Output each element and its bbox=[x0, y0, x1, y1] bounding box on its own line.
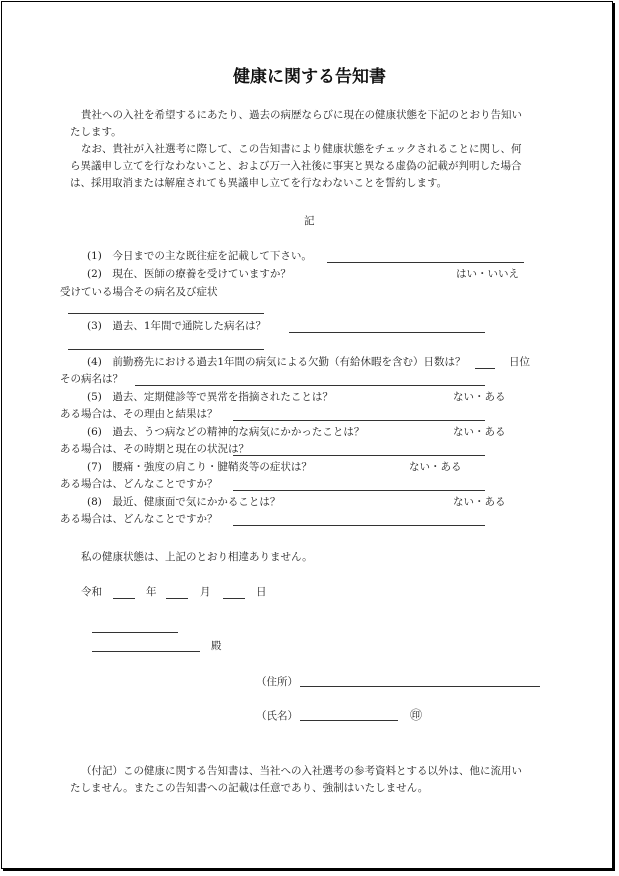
question-1: (1) 今日までの主な既往症を記載して下さい。 bbox=[87, 250, 312, 262]
document-title: 健康に関する告知書 bbox=[233, 67, 386, 87]
addressee-line-2[interactable] bbox=[92, 651, 200, 652]
addressee-line-1[interactable] bbox=[92, 632, 178, 633]
answer-line-q3b[interactable] bbox=[68, 349, 264, 350]
question-5: (5) 過去、定期健診等で異常を指摘されたことは？ bbox=[87, 391, 333, 403]
answer-line-q1[interactable] bbox=[327, 262, 524, 263]
date-year-label: 年 bbox=[146, 586, 157, 598]
answer-line-q4[interactable] bbox=[135, 385, 485, 386]
note-line-2: たしません。またこの告知書への記載は任意であり、強制はいたしません。 bbox=[70, 782, 429, 794]
intro-p2-line3: は、採用取消または解雇されても異議申し立てを行なわないことを誓約します。 bbox=[70, 177, 448, 189]
question-4: (4) 前勤務先における過去1年間の病気による欠勤（有給休暇を含む）日数は？ bbox=[87, 356, 466, 368]
date-day-label: 日 bbox=[256, 586, 267, 598]
q8-sub-label: ある場合は、どんなことですか？ bbox=[60, 513, 218, 525]
question-6: (6) 過去、うつ病などの精神的な病気にかかったことは？ bbox=[87, 426, 365, 438]
note-line-1: （付記）この健康に関する告知書は、当社への入社選考の参考資料とする以外は、他に流用い bbox=[81, 765, 522, 777]
q5-choice[interactable]: ない・ある bbox=[453, 391, 506, 403]
answer-line-q2[interactable] bbox=[68, 313, 264, 314]
intro-p1-line2: たします。 bbox=[70, 126, 122, 138]
health-statement: 私の健康状態は、上記のとおり相違ありません。 bbox=[81, 551, 313, 563]
intro-p1-line1: 貴社への入社を希望するにあたり、過去の病歴ならびに現在の健康状態を下記のとおり告知い bbox=[81, 109, 522, 121]
intro-p2-line1: なお、貴社が入社選考に際して、この告知書により健康状態をチェックされることに関し、何 bbox=[81, 143, 522, 155]
q4-sub-label: その病名は？ bbox=[60, 373, 123, 385]
name-field[interactable] bbox=[300, 720, 398, 721]
q6-choice[interactable]: ない・ある bbox=[453, 426, 506, 438]
seal-mark: ㊞ bbox=[410, 708, 423, 722]
intro-p2-line2: ら異議申し立てを行なわないこと、および万一入社後に事実と異なる虚偽の記載が判明した場合 bbox=[70, 160, 522, 172]
address-field[interactable] bbox=[300, 686, 540, 687]
q2-sub-label: 受けている場合その病名及び症状 bbox=[60, 286, 218, 298]
answer-line-q3[interactable] bbox=[289, 332, 485, 333]
question-8: (8) 最近、健康面で気にかかることは？ bbox=[87, 496, 281, 508]
date-day-field[interactable] bbox=[223, 598, 245, 599]
date-era: 令和 bbox=[81, 586, 102, 598]
answer-line-q7[interactable] bbox=[233, 490, 485, 491]
question-7: (7) 腰痛・強度の肩こり・腱鞘炎等の症状は？ bbox=[87, 461, 312, 473]
q7-choice[interactable]: ない・ある bbox=[409, 461, 462, 473]
answer-line-q6[interactable] bbox=[233, 455, 485, 456]
q2-choice[interactable]: はい・いいえ bbox=[456, 268, 519, 280]
date-month-label: 月 bbox=[200, 586, 211, 598]
question-2: (2) 現在、医師の療養を受けていますか？ bbox=[87, 268, 291, 280]
answer-line-q5[interactable] bbox=[233, 420, 485, 421]
q8-choice[interactable]: ない・ある bbox=[453, 496, 506, 508]
answer-line-q8[interactable] bbox=[233, 525, 485, 526]
address-label: （住所） bbox=[256, 676, 298, 688]
ki-heading: 記 bbox=[304, 215, 315, 227]
q7-sub-label: ある場合は、どんなことですか？ bbox=[60, 478, 218, 490]
addressee-suffix: 殿 bbox=[211, 640, 222, 652]
q5-sub-label: ある場合は、その理由と結果は？ bbox=[60, 408, 218, 420]
date-year-field[interactable] bbox=[113, 598, 135, 599]
date-month-field[interactable] bbox=[166, 598, 188, 599]
answer-line-q4-days[interactable] bbox=[475, 368, 495, 369]
question-3: (3) 過去、1年間で通院した病名は？ bbox=[87, 320, 267, 332]
q6-sub-label: ある場合は、その時期と現在の状況は？ bbox=[60, 443, 249, 455]
q4-unit: 日位 bbox=[509, 356, 530, 368]
name-label: （氏名） bbox=[256, 710, 298, 722]
